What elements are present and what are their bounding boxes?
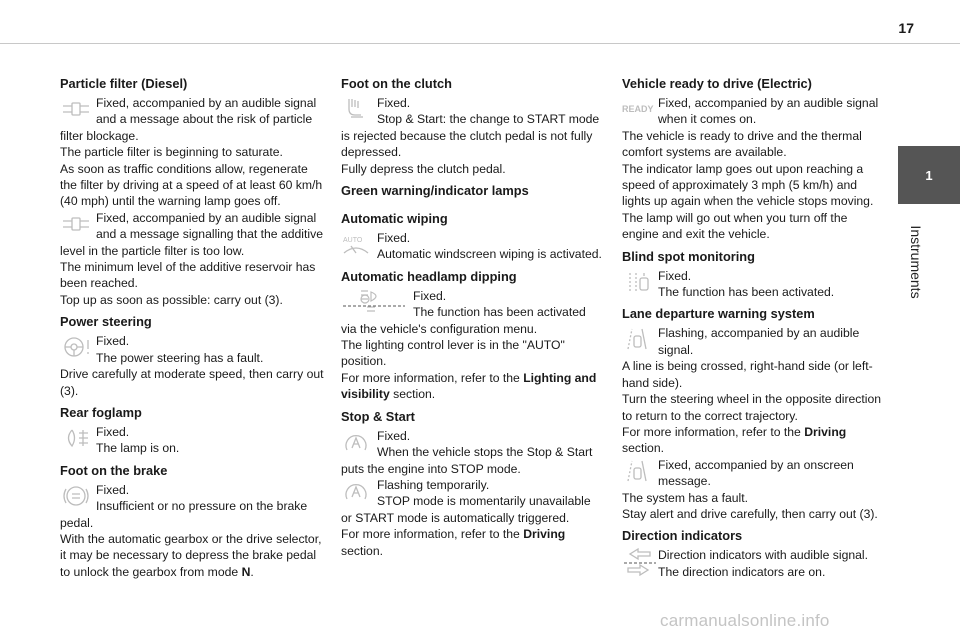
section-title: Power steering xyxy=(60,314,152,330)
text: The vehicle is ready to drive and the thermal comfort systems are available. xyxy=(622,128,862,160)
section-title: Stop & Start xyxy=(341,408,415,424)
section-particle-filter xyxy=(60,76,326,308)
text: The minimum level of the additive reservoir has been reached. xyxy=(60,260,316,291)
green-lamps-heading: Green warning/indicator lamps xyxy=(341,183,529,199)
text: A line is being crossed, right-hand side (or left-hand side). xyxy=(622,359,873,390)
text-part: For more information, refer to the xyxy=(622,424,805,439)
text: The particle filter is beginning to saturate. xyxy=(60,145,283,160)
text: Fixed. xyxy=(377,231,411,246)
text: The system has a fault. xyxy=(622,490,748,505)
text: Stop & Start: the change to START mode xyxy=(377,112,600,127)
ready-icon-label: READY xyxy=(622,104,654,114)
text: The power steering has a fault. xyxy=(96,350,264,365)
column-3 xyxy=(622,76,884,586)
text xyxy=(60,531,326,580)
text: Insufficient or no pressure on the brake xyxy=(96,499,308,514)
auto-wiping-icon xyxy=(341,230,377,258)
link-lighting-visibility: Lighting and visibility xyxy=(341,370,597,402)
lane-departure-icon xyxy=(622,325,658,353)
text: Fixed. xyxy=(377,428,411,443)
section-title: Foot on the brake xyxy=(60,462,168,478)
text: Turn the steering wheel in the opposite direction to return to the correct trajectory. xyxy=(622,392,882,423)
section-automatic-headlamp-dipping xyxy=(341,269,607,403)
section-stop-start xyxy=(341,409,607,559)
column-2 xyxy=(341,76,607,565)
text: Fixed, accompanied by an onscreen message. xyxy=(658,457,854,489)
text: Flashing, accompanied by an audible signal. xyxy=(658,326,860,357)
text: Fixed. xyxy=(96,424,130,439)
text: Fixed. xyxy=(96,334,130,349)
section-foot-on-brake xyxy=(60,463,326,580)
steering-wheel-warning-icon xyxy=(60,333,96,361)
section-direction-indicators xyxy=(622,528,884,580)
section-vehicle-ready xyxy=(622,76,884,243)
section-title: Automatic wiping xyxy=(341,211,448,227)
text: Fixed. xyxy=(377,96,411,110)
mode-n: N xyxy=(241,564,251,579)
section-title: Automatic headlamp dipping xyxy=(341,268,517,284)
particle-filter-icon xyxy=(60,95,96,123)
text: The lighting control lever is in the "AUTO" position. xyxy=(341,338,565,369)
section-title: Lane departure warning system xyxy=(622,306,815,322)
section-foot-on-clutch xyxy=(341,76,607,177)
text: The lamp is on. xyxy=(96,441,180,456)
text: Automatic windscreen wiping is activated. xyxy=(377,247,602,262)
text: Direction indicators with audible signal. xyxy=(658,548,869,563)
stop-start-icon xyxy=(341,477,377,505)
direction-indicators-icon xyxy=(622,547,658,575)
text xyxy=(341,370,607,403)
chapter-title xyxy=(906,212,926,312)
text: Drive carefully at moderate speed, then carry out (3). xyxy=(60,367,324,398)
text-part: For more information, refer to the xyxy=(341,527,524,542)
text: Fixed, accompanied by an audible signal when it comes on. xyxy=(658,96,879,127)
section-title: Vehicle ready to drive (Electric) xyxy=(622,76,812,91)
text: Fixed, accompanied by an audible signal and a message signalling that the additive xyxy=(96,210,323,242)
text: Stay alert and drive carefully, then carry out (3). xyxy=(622,506,878,521)
column-1 xyxy=(60,76,326,586)
section-lane-departure xyxy=(622,306,884,522)
text: Flashing temporarily. xyxy=(377,477,490,492)
section-power-steering xyxy=(60,314,326,399)
text: Fully depress the clutch pedal. xyxy=(341,161,506,176)
text: level in the particle filter is too low. xyxy=(60,243,245,258)
chapter-number: 1 xyxy=(925,167,933,183)
text xyxy=(622,424,884,457)
section-title: Blind spot monitoring xyxy=(622,248,755,264)
foot-on-brake-icon xyxy=(60,482,96,510)
particle-filter-icon xyxy=(60,210,96,238)
auto-wiping-icon-label: AUTO xyxy=(343,237,363,245)
foot-on-clutch-icon xyxy=(341,95,377,123)
text: Top up as soon as possible: carry out (3). xyxy=(60,292,283,307)
text xyxy=(341,526,607,559)
text: The direction indicators are on. xyxy=(658,564,826,579)
section-rear-foglamp xyxy=(60,405,326,457)
text-part: section. xyxy=(341,543,384,558)
text: Fixed. xyxy=(658,268,692,283)
text: filter blockage. xyxy=(60,128,139,143)
link-driving: Driving xyxy=(804,424,847,439)
section-title: Rear foglamp xyxy=(60,404,142,420)
chapter-title-text: Instruments xyxy=(908,225,924,299)
text: pedal. xyxy=(60,515,94,530)
text: Fixed. xyxy=(96,482,130,497)
lane-departure-icon xyxy=(622,457,658,485)
section-title: Particle filter (Diesel) xyxy=(60,76,188,91)
text: Fixed, accompanied by an audible signal and a message about the risk of particle xyxy=(96,96,317,127)
section-automatic-wiping xyxy=(341,211,607,263)
text: or START mode is automatically triggered. xyxy=(341,510,570,525)
watermark: carmanualsonline.info xyxy=(660,611,830,630)
ready-icon xyxy=(622,95,658,123)
text: When the vehicle stops the Stop & Start xyxy=(377,445,593,460)
chapter-tab[interactable] xyxy=(898,146,960,204)
text: The indicator lamp goes out upon reaching a speed of approximately 3 mph (5 km/h) and lights up again when the vehicle stops moving. xyxy=(622,161,874,209)
text: via the vehicle's configuration menu. xyxy=(341,321,538,336)
text: puts the engine into STOP mode. xyxy=(341,461,521,476)
text-part: . xyxy=(250,564,254,579)
auto-headlamp-icon xyxy=(341,288,413,316)
text-part: For more information, refer to the xyxy=(341,370,524,385)
section-title: Foot on the clutch xyxy=(341,76,452,91)
blind-spot-icon xyxy=(622,268,658,296)
rear-foglamp-icon xyxy=(60,424,96,452)
section-title: Direction indicators xyxy=(622,528,743,544)
text: The function has been activated. xyxy=(658,285,835,300)
text-part: section. xyxy=(622,441,665,456)
link-driving: Driving xyxy=(523,527,566,542)
section-blind-spot xyxy=(622,249,884,301)
text-part: section. xyxy=(389,387,436,402)
text-part: With the automatic gearbox or the drive selector, it may be necessary to depress the brake pedal to unlock the gearbox from mode xyxy=(60,531,322,579)
page-number: 17 xyxy=(898,20,914,36)
text: The function has been activated xyxy=(413,305,586,320)
text: STOP mode is momentarily unavailable xyxy=(377,494,591,509)
stop-start-icon xyxy=(341,428,377,456)
header-divider xyxy=(0,43,960,44)
text: Fixed. xyxy=(413,288,447,303)
text: The lamp will go out when you turn off the engine and exit the vehicle. xyxy=(622,210,848,242)
text: is rejected because the clutch pedal is not fully depressed. xyxy=(341,128,593,160)
text: As soon as traffic conditions allow, regenerate the filter by driving at a speed of at least 60 km/h (40 mph) until the warning lamp goes off. xyxy=(60,161,323,209)
